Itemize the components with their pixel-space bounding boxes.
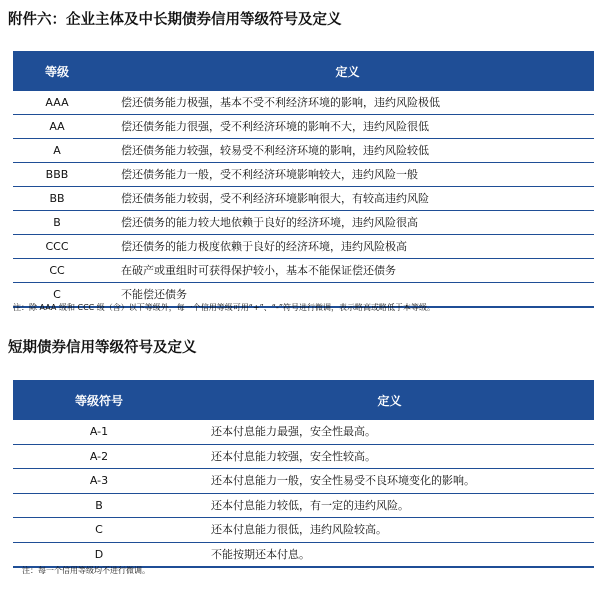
definition-column-header: 定义	[185, 380, 594, 420]
grade-symbol-column-header: 等级符号	[13, 380, 185, 420]
grade-cell: C	[13, 518, 185, 543]
grade-cell: A-1	[13, 420, 185, 444]
table-row	[13, 542, 594, 567]
definition-cell: 还本付息能力一般，安全性易受不良环境变化的影响。	[185, 469, 594, 494]
table-row	[13, 493, 594, 518]
definition-cell: 偿还债务能力较强，较易受不利经济环境的影响，违约风险较低	[101, 139, 594, 163]
definition-cell: 偿还债务能力很强，受不利经济环境的影响不大，违约风险很低	[101, 115, 594, 139]
grade-cell: A-3	[13, 469, 185, 494]
grade-cell: B	[13, 211, 101, 235]
definition-cell: 偿还债务能力极强，基本不受不利经济环境的影响，违约风险极低	[101, 91, 594, 115]
table-row	[13, 115, 594, 139]
long-term-rating-table	[13, 51, 594, 308]
definition-cell: 偿还债务能力一般，受不利经济环境影响较大，违约风险一般	[101, 163, 594, 187]
grade-cell: BB	[13, 187, 101, 211]
table-row	[13, 187, 594, 211]
grade-cell: A-2	[13, 444, 185, 469]
definition-column-header: 定义	[101, 51, 594, 91]
grade-cell: C	[13, 283, 101, 308]
table-row	[13, 163, 594, 187]
definition-cell: 不能偿还债务	[101, 283, 594, 308]
section1-title: 附件六：企业主体及中长期债券信用等级符号及定义	[8, 12, 342, 28]
definition-cell: 还本付息能力最强，安全性最高。	[185, 420, 594, 444]
table-header-row	[13, 51, 594, 91]
grade-cell: CCC	[13, 235, 101, 259]
definition-cell: 还本付息能力很低，违约风险较高。	[185, 518, 594, 543]
table-row	[13, 518, 594, 543]
grade-cell: D	[13, 542, 185, 567]
definition-cell: 偿还债务的能力较大地依赖于良好的经济环境，违约风险很高	[101, 211, 594, 235]
table-row	[13, 211, 594, 235]
definition-cell: 还本付息能力较强，安全性较高。	[185, 444, 594, 469]
definition-cell: 偿还债务的能力极度依赖于良好的经济环境，违约风险极高	[101, 235, 594, 259]
table-row	[13, 444, 594, 469]
table-row	[13, 420, 594, 444]
table-row	[13, 469, 594, 494]
table-row	[13, 235, 594, 259]
grade-cell: B	[13, 493, 185, 518]
table-row	[13, 259, 594, 283]
grade-cell: BBB	[13, 163, 101, 187]
grade-cell: AA	[13, 115, 101, 139]
table-row	[13, 139, 594, 163]
section2-title: 短期债券信用等级符号及定义	[8, 340, 197, 356]
grade-cell: AAA	[13, 91, 101, 115]
definition-cell: 还本付息能力较低，有一定的违约风险。	[185, 493, 594, 518]
section2-note: 注：每一个信用等级均不进行微调。	[22, 566, 150, 575]
definition-cell: 偿还债务能力较弱，受不利经济环境影响很大，有较高违约风险	[101, 187, 594, 211]
table-row	[13, 91, 594, 115]
definition-cell: 不能按期还本付息。	[185, 542, 594, 567]
section1-note: 注：除 AAA 级和 CCC 级（含）以下等级外，每一个信用等级可用“+”、“-”符号进行微调，表示略高或略低于本等级。	[13, 303, 435, 312]
grade-column-header: 等级	[13, 51, 101, 91]
short-term-rating-table	[13, 380, 594, 568]
definition-cell: 在破产或重组时可获得保护较小，基本不能保证偿还债务	[101, 259, 594, 283]
grade-cell: A	[13, 139, 101, 163]
table-header-row	[13, 380, 594, 420]
grade-cell: CC	[13, 259, 101, 283]
